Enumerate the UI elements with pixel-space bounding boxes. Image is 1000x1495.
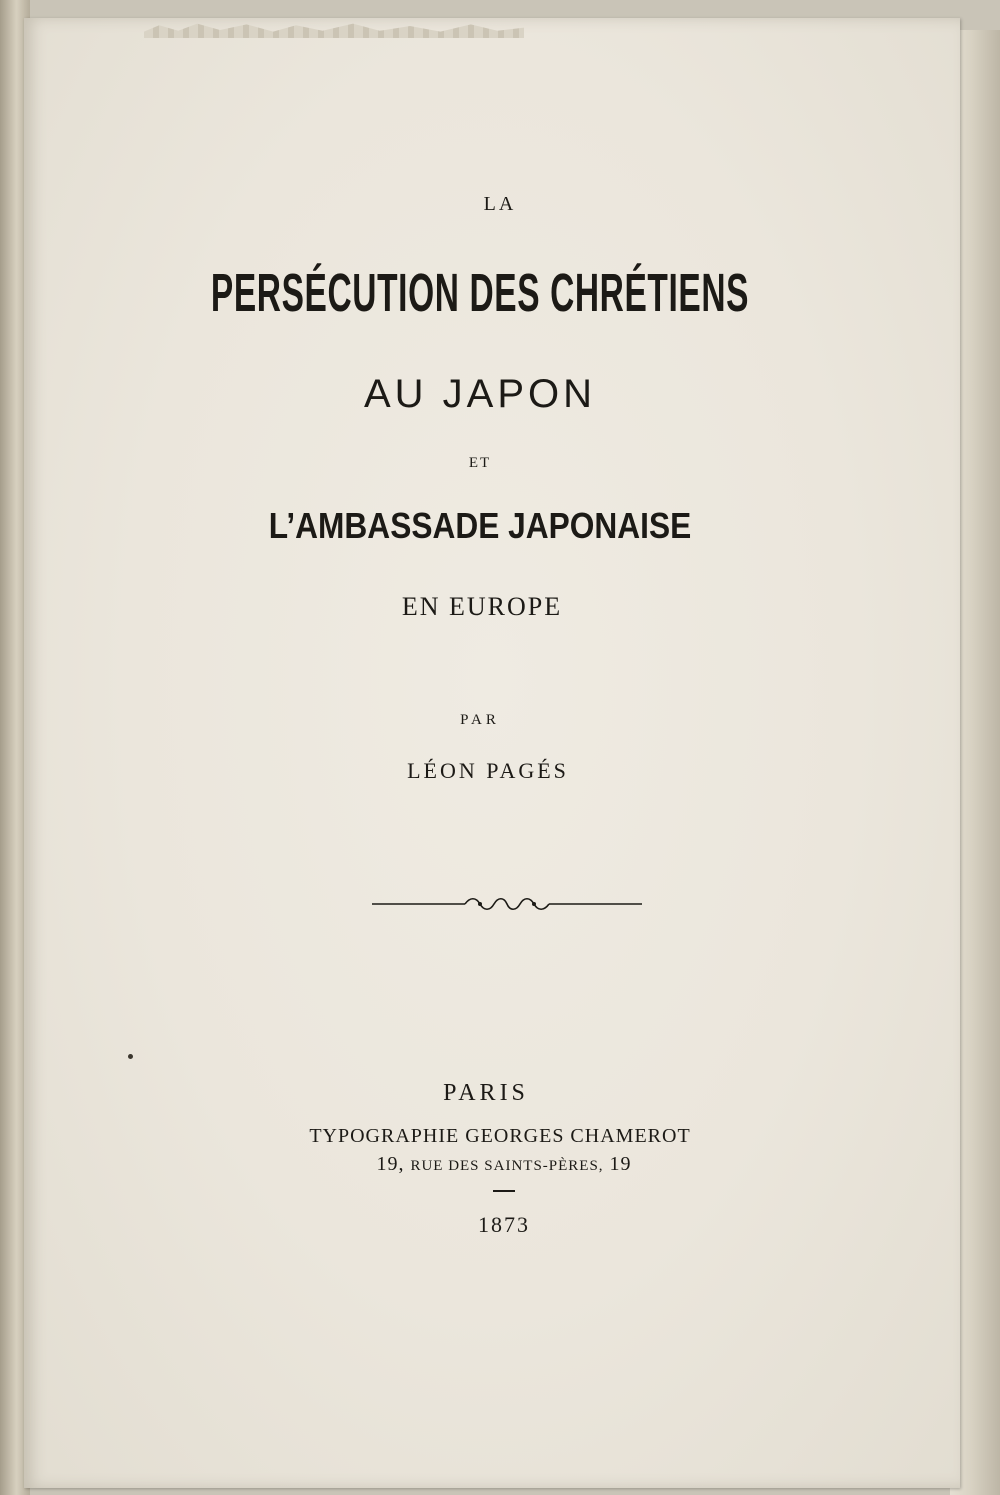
- torn-top-edge: [144, 22, 524, 38]
- ink-speck: [128, 1054, 133, 1059]
- main-subtitle: AU JAPON: [363, 372, 597, 416]
- second-title: L’AMBASSADE JAPONAISE: [268, 505, 692, 546]
- imprint-printer: TYPOGRAPHIE GEORGES CHAMEROT: [309, 1125, 691, 1147]
- imprint-address: [4, 1153, 1000, 1176]
- address-street: RUE DES SAINTS-PÈRES,: [410, 1158, 604, 1174]
- ornament-divider: [370, 895, 644, 913]
- imprint-city: PARIS: [443, 1080, 529, 1106]
- main-title: PERSÉCUTION DES CHRÉTIENS: [210, 263, 750, 323]
- imprint-year: 1873: [478, 1212, 530, 1237]
- title-conjunction: ET: [468, 455, 492, 471]
- title-page: [24, 18, 960, 1488]
- by-label: PAR: [460, 712, 500, 728]
- address-number-end: 19: [609, 1153, 632, 1175]
- author-name: LÉON PAGÉS: [407, 758, 569, 783]
- title-article: LA: [483, 193, 517, 215]
- imprint-dash: [493, 1190, 515, 1192]
- second-subtitle: EN EUROPE: [401, 592, 563, 621]
- address-number-start: 19,: [376, 1153, 405, 1175]
